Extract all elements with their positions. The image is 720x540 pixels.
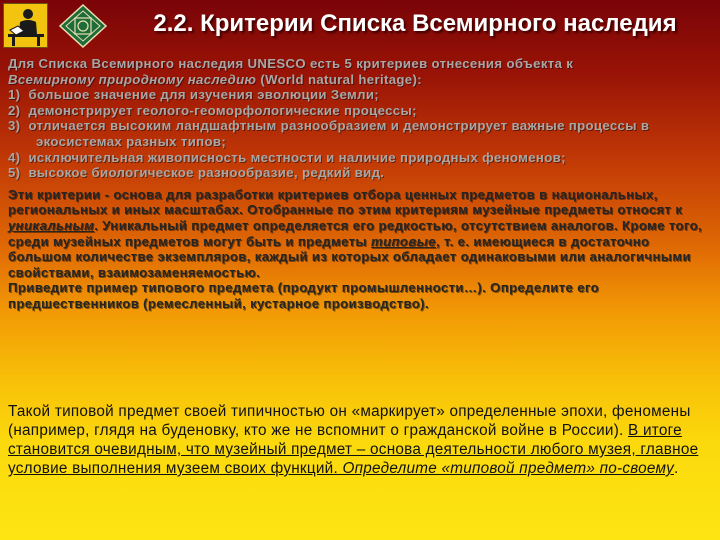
criterion-item xyxy=(8,165,714,181)
criterion-number: 3) xyxy=(8,118,21,134)
criterion-text: демонстрирует геолого-геоморфологические процессы; xyxy=(28,102,417,118)
criterion-text: отличается высоким ландшафтным разнообразием и демонстрирует важные процессы в экосистемах разных типов; xyxy=(28,118,650,149)
page-title: 2.2. Критерии Списка Всемирного наследия xyxy=(153,10,677,37)
criterion-item xyxy=(8,150,714,166)
intro-line-1: Для Списка Всемирного наследия UNESCO есть 5 критериев отнесения объекта к xyxy=(8,56,574,71)
task-paragraph: Приведите пример типового предмета (продукт промышленности…). Определите его предшественников (ремесленный, кустарное производство). xyxy=(8,280,600,311)
conclusion-italic-task: Определите «типовой предмет» по-своему xyxy=(342,460,674,477)
conclusion-underlined: В итоге становится очевидным, что музейный предмет – основа деятельности любого музея, главное условие выполнения музеем своих функций. xyxy=(8,422,699,477)
unique-term: уникальным xyxy=(8,217,95,233)
paragraph-text: . Уникальный предмет определяется его редкостью, отсутствием аналогов. Кроме того, среди музейных предметов могут быть и предметы xyxy=(8,217,702,249)
criterion-item xyxy=(8,118,714,149)
typical-term: типовые xyxy=(371,233,436,249)
criterion-number: 5) xyxy=(8,165,21,181)
criterion-item xyxy=(8,87,714,103)
world-heritage-emblem-icon xyxy=(58,4,108,48)
conclusion-paragraph: Такой типовой предмет своей типичностью он «маркирует» определенные эпохи, феномены (например, глядя на буденовку, кто же не вспомнит о гражданской войне в России). В итоге становится очевидным, что музейный предмет – основа деятельности любого музея, главное условие выполнения музеем своих функций. Определите «типовой предмет» по-своему. xyxy=(8,403,699,477)
criterion-text: исключительная живописность местности и наличие природных феноменов; xyxy=(28,149,566,165)
criterion-number: 4) xyxy=(8,149,21,165)
person-at-desk-icon xyxy=(3,3,48,48)
intro-paragraph xyxy=(8,56,714,87)
paragraph-text: , т. е. имеющиеся в достаточно большом количестве экземпляров, каждый из которых обладает одинаковыми или аналогичными свойствами, взаимозаменяемостью. xyxy=(8,233,691,280)
intro-italic-term: Всемирному природному наследию xyxy=(8,71,257,87)
conclusion-text: Такой типовой предмет своей типичностью он «маркирует» определенные эпохи, феномены (например, глядя на буденовку, кто же не вспомнит о гражданской войне в России). xyxy=(8,403,691,439)
criteria-basis-paragraph xyxy=(8,187,714,281)
paragraph-text: Эти критерии - основа для разработки критериев отбора ценных предметов в национальных, региональных и иных масштабах. Отобранные по этим критериям музейные предметы относят к xyxy=(8,186,683,218)
intro-line-2-rest: (World natural heritage): xyxy=(256,71,422,87)
criterion-number: 1) xyxy=(8,87,21,103)
criterion-number: 2) xyxy=(8,102,21,118)
main-content xyxy=(8,56,714,312)
conclusion-block xyxy=(8,402,712,478)
criterion-item xyxy=(8,103,714,119)
criterion-text: большое значение для изучения эволюции Земли; xyxy=(28,87,380,103)
criterion-text: высокое биологическое разнообразие, редкий вид. xyxy=(28,165,385,181)
